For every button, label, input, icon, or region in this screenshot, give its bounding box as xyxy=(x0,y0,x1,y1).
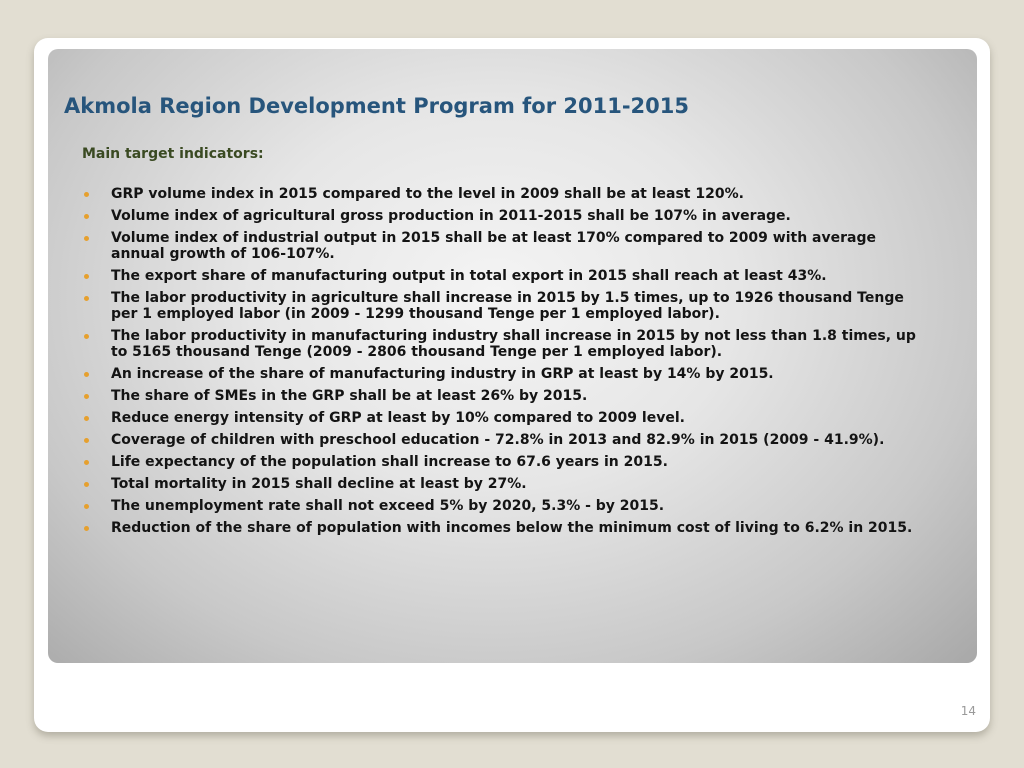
bullet-icon xyxy=(84,274,89,279)
indicator-text: An increase of the share of manufacturing industry in GRP at least by 14% by 2015. xyxy=(111,366,774,382)
indicator-text: The labor productivity in manufacturing industry shall increase in 2015 by not less than 1.8 times, up to 5165 thousand Tenge (2009 - 2806 thousand Tenge per 1 employed labor). xyxy=(111,328,916,360)
bullet-icon xyxy=(84,372,89,377)
indicator-text: Reduce energy intensity of GRP at least by 10% compared to 2009 level. xyxy=(111,410,685,426)
bullet-icon xyxy=(84,192,89,197)
list-item xyxy=(82,366,932,382)
list-item xyxy=(82,186,932,202)
bullet-icon xyxy=(84,334,89,339)
indicator-text: The labor productivity in agriculture shall increase in 2015 by 1.5 times, up to 1926 thousand Tenge per 1 employed labor (in 2009 - 1299 thousand Tenge per 1 employed labor). xyxy=(111,290,904,322)
list-item xyxy=(82,208,932,224)
bullet-icon xyxy=(84,482,89,487)
bullet-icon xyxy=(84,236,89,241)
bullet-icon xyxy=(84,460,89,465)
indicator-text: GRP volume index in 2015 compared to the level in 2009 shall be at least 120%. xyxy=(111,186,744,202)
bullet-icon xyxy=(84,504,89,509)
indicator-text: The export share of manufacturing output in total export in 2015 shall reach at least 43%. xyxy=(111,268,827,284)
bullet-icon xyxy=(84,438,89,443)
bullet-icon xyxy=(84,296,89,301)
bullet-icon xyxy=(84,416,89,421)
list-item xyxy=(82,290,932,322)
list-item xyxy=(82,498,932,514)
list-item xyxy=(82,432,932,448)
bullet-icon xyxy=(84,214,89,219)
list-item xyxy=(82,476,932,492)
list-item xyxy=(82,454,932,470)
indicator-text: Life expectancy of the population shall increase to 67.6 years in 2015. xyxy=(111,454,668,470)
indicator-text: The share of SMEs in the GRP shall be at least 26% by 2015. xyxy=(111,388,588,404)
list-item xyxy=(82,328,932,360)
indicator-text: Coverage of children with preschool education - 72.8% in 2013 and 82.9% in 2015 (2009 - 41.9%). xyxy=(111,432,885,448)
indicator-text: The unemployment rate shall not exceed 5% by 2020, 5.3% - by 2015. xyxy=(111,498,665,514)
indicator-text: Total mortality in 2015 shall decline at least by 27%. xyxy=(111,476,527,492)
indicator-text: Volume index of industrial output in 2015 shall be at least 170% compared to 2009 with average annual growth of 106-107%. xyxy=(111,230,876,262)
list-item xyxy=(82,268,932,284)
slide-title: Akmola Region Development Program for 2011-2015 xyxy=(64,94,689,118)
bullet-icon xyxy=(84,394,89,399)
bullet-icon xyxy=(84,526,89,531)
list-item xyxy=(82,388,932,404)
indicator-text: Reduction of the share of population with incomes below the minimum cost of living to 6.2% in 2015. xyxy=(111,520,913,536)
list-item xyxy=(82,410,932,426)
list-item xyxy=(82,230,932,262)
page-number: 14 xyxy=(960,704,976,718)
indicator-text: Volume index of agricultural gross production in 2011-2015 shall be 107% in average. xyxy=(111,208,791,224)
list-item xyxy=(82,520,932,536)
indicator-list xyxy=(82,186,932,542)
slide-subtitle: Main target indicators: xyxy=(82,146,264,162)
